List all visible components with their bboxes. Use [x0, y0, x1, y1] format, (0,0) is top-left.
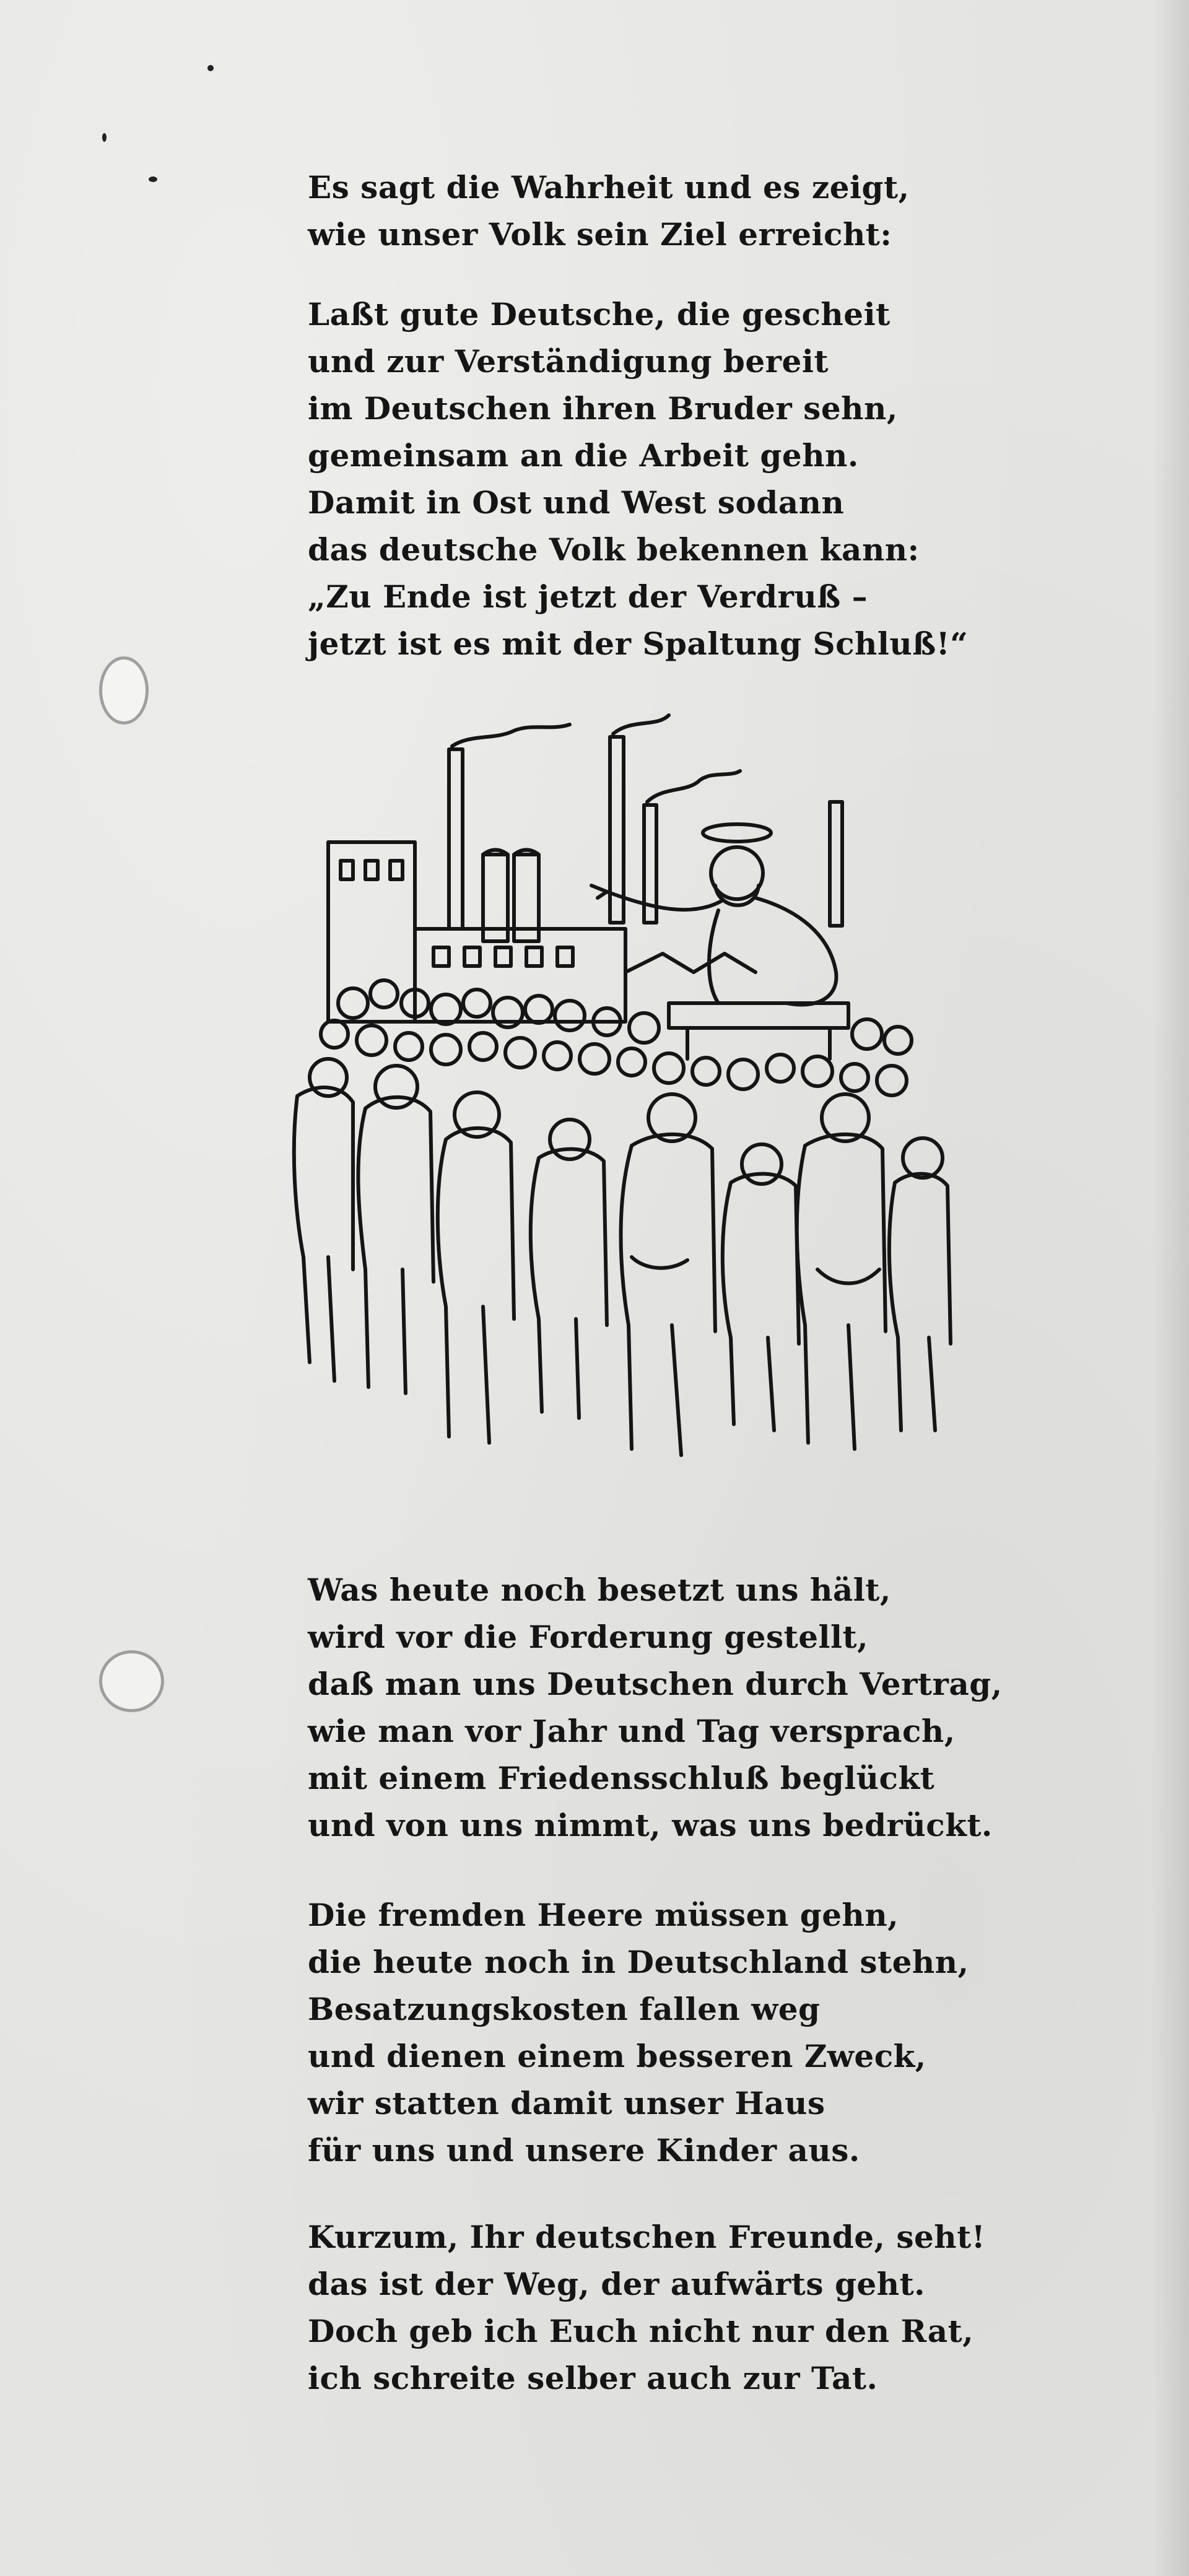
ink-speck	[149, 176, 157, 182]
page-edge-shadow	[1152, 0, 1189, 2576]
poem-line: Besatzungskosten fallen weg	[308, 1991, 821, 2027]
poem-line: Laßt gute Deutsche, die gescheit	[308, 296, 891, 333]
poem-line: daß man uns Deutschen durch Vertrag,	[308, 1666, 1003, 1702]
poem-line: ich schreite selber auch zur Tat.	[308, 2360, 878, 2396]
poem-line: wie man vor Jahr und Tag versprach,	[308, 1713, 956, 1749]
poem-line: Es sagt die Wahrheit und es zeigt,	[308, 169, 910, 206]
poem-line: Damit in Ost und West sodann	[308, 484, 845, 521]
poem-stanza-3	[308, 1567, 1003, 1849]
poem-line: Kurzum, Ihr deutschen Freunde, seht!	[308, 2219, 986, 2255]
poem-line: „Zu Ende ist jetzt der Verdruß –	[308, 578, 868, 615]
poem-line: gemeinsam an die Arbeit gehn.	[308, 437, 859, 474]
factory-skyline	[328, 715, 842, 1022]
poem-line: Was heute noch besetzt uns hält,	[308, 1572, 891, 1608]
poem-line: und zur Verständigung bereit	[308, 343, 829, 380]
punch-hole	[99, 656, 149, 724]
crowd-figures-foreground	[294, 1059, 951, 1455]
poem-line: im Deutschen ihren Bruder sehn,	[308, 390, 898, 427]
poem-stanza-2	[308, 291, 968, 668]
crowd-heads-background	[321, 980, 912, 1095]
poem-line: und dienen einem besseren Zweck,	[308, 2038, 926, 2074]
crowd-factory-illustration	[260, 712, 978, 1517]
poem-line: das ist der Weg, der aufwärts geht.	[308, 2266, 926, 2302]
poem-line: Die fremden Heere müssen gehn,	[308, 1897, 899, 1933]
poem-stanza-5	[308, 2214, 985, 2402]
poem-line: wie unser Volk sein Ziel erreicht:	[308, 216, 892, 253]
ink-speck	[207, 65, 214, 71]
punch-hole	[99, 1650, 164, 1712]
poem-line: das deutsche Volk bekennen kann:	[308, 531, 920, 568]
poem-line: und von uns nimmt, was uns bedrückt.	[308, 1807, 993, 1843]
poem-line: die heute noch in Deutschland stehn,	[308, 1944, 969, 1980]
poem-stanza-1	[308, 164, 910, 258]
poem-line: Doch geb ich Euch nicht nur den Rat,	[308, 2313, 974, 2349]
poem-line: wird vor die Forderung gestellt,	[308, 1619, 869, 1655]
poem-line: jetzt ist es mit der Spaltung Schluß!“	[308, 625, 969, 662]
poem-line: wir statten damit unser Haus	[308, 2085, 825, 2121]
poem-line: mit einem Friedensschluß beglückt	[308, 1760, 935, 1796]
poem-line: für uns und unsere Kinder aus.	[308, 2132, 860, 2169]
poem-stanza-4	[308, 1892, 969, 2174]
ink-speck	[102, 133, 107, 142]
